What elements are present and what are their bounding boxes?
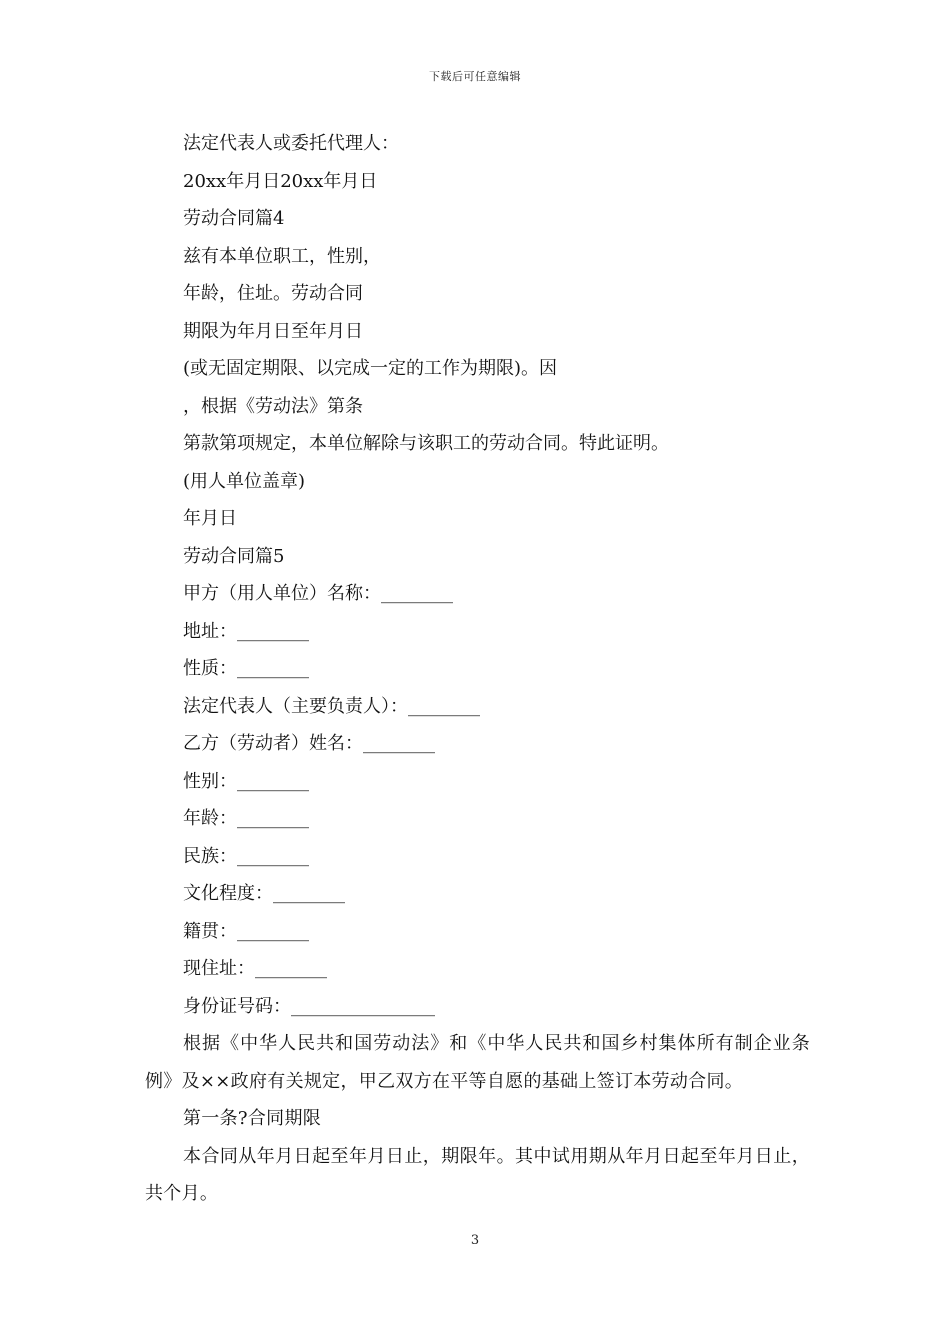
form-field-education: 文化程度：________: [183, 883, 345, 904]
article-heading: 第一条?合同期限: [183, 1108, 322, 1129]
page-header: 下载后可任意编辑: [429, 70, 521, 83]
page-number: 3: [470, 1233, 480, 1248]
form-field-legal-representative: 法定代表人（主要负责人）：________: [183, 695, 480, 717]
text-line: ，根据《劳动法》第条: [183, 395, 363, 417]
text-line: (用人单位盖章): [183, 470, 306, 492]
form-field-employee-name: 乙方（劳动者）姓名：________: [183, 733, 435, 754]
text-line: 第款第项规定，本单位解除与该职工的劳动合同。特此证明。: [183, 433, 669, 454]
form-field-nature: 性质：________: [183, 658, 309, 679]
form-field-employer-name: 甲方（用人单位）名称：________: [183, 583, 453, 604]
section-heading: 劳动合同篇4: [183, 208, 285, 229]
text-line: 20xx年月日20xx年月日: [183, 170, 378, 192]
form-field-current-address: 现住址：________: [183, 958, 327, 979]
text-line: 兹有本单位职工，性别，: [183, 245, 381, 267]
form-field-ethnicity: 民族：________: [183, 845, 309, 867]
form-field-native-place: 籍贯：________: [183, 920, 309, 942]
paragraph-legal-basis: 根据《中华人民共和国劳动法》和《中华人民共和国乡村集体所有制企业条例》及××政府有关规定，甲乙双方在平等自愿的基础上签订本劳动合同。: [145, 1033, 810, 1092]
form-field-age: 年龄：________: [183, 808, 309, 829]
text-line: (或无固定期限、以完成一定的工作为期限)。因: [183, 358, 558, 379]
paragraph-contract-term: 本合同从年月日起至年月日止，期限年。其中试用期从年月日起至年月日止，共个月。: [145, 1145, 810, 1204]
text-line: 年月日: [183, 508, 237, 529]
form-field-id-number: 身份证号码：________________: [183, 995, 435, 1017]
form-field-address: 地址：________: [183, 620, 309, 642]
text-line: 年龄，住址。劳动合同: [183, 283, 363, 304]
form-field-gender: 性别：________: [183, 770, 309, 792]
document-body: [145, 125, 810, 1213]
text-line: 期限为年月日至年月日: [183, 320, 363, 342]
section-heading: 劳动合同篇5: [183, 545, 285, 567]
text-line: 法定代表人或委托代理人：: [183, 133, 399, 154]
